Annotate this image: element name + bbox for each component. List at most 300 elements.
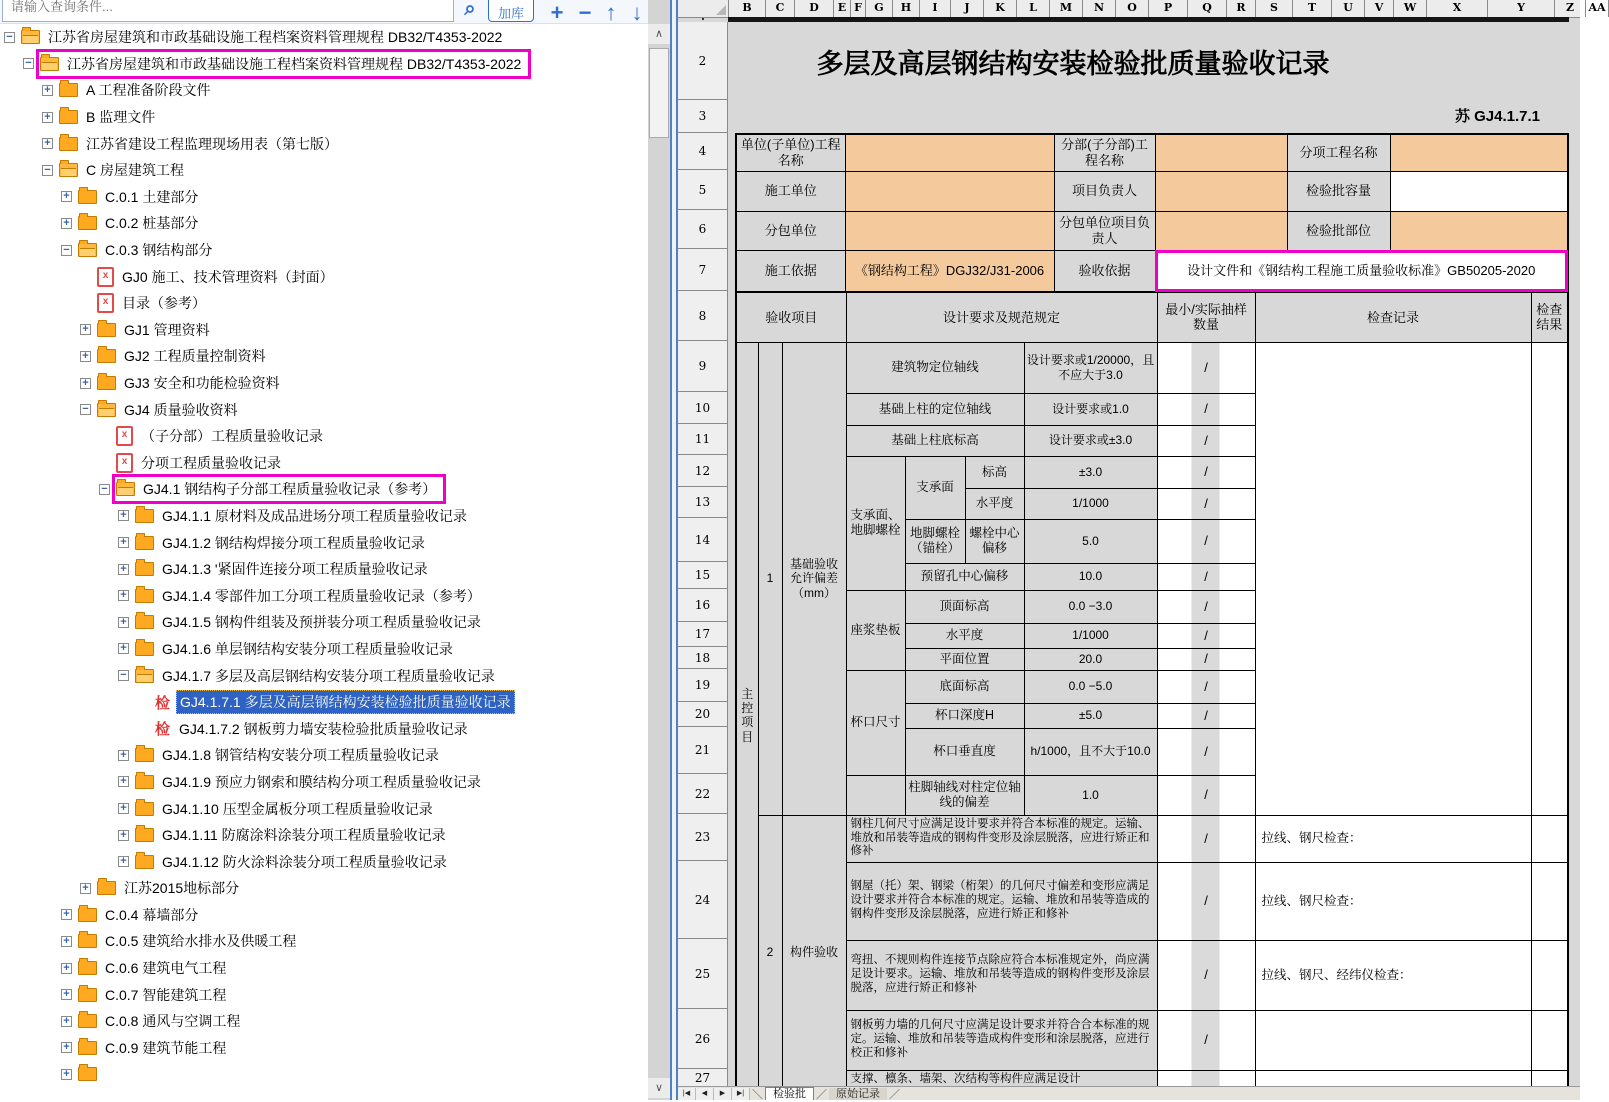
req-cell: 设计要求或1.0 (1024, 393, 1157, 425)
collapse-icon[interactable]: − (80, 404, 91, 415)
tree-item-content (58, 78, 217, 102)
collapse-icon[interactable]: − (4, 32, 15, 43)
expand-icon[interactable]: + (118, 776, 129, 787)
sampling-cell[interactable]: / (1157, 703, 1255, 728)
form-title: 多层及高层钢结构安装检验批质量验收记录 (816, 48, 1330, 79)
subcontractor-value-cell[interactable] (845, 211, 1054, 250)
tree-item[interactable] (0, 343, 648, 370)
row-header-24[interactable]: 24 (678, 861, 728, 939)
folder-open-icon (40, 57, 59, 71)
tree-item[interactable] (0, 210, 648, 237)
header-req: 设计要求及规范规定 (846, 292, 1157, 342)
tree-item-label: GJ4.1.5 钢构件组装及预拼装分项工程质量验收记录 (162, 614, 481, 631)
sampling-cell[interactable]: / (1157, 815, 1255, 862)
sampling-cell[interactable]: / (1157, 519, 1255, 563)
header-item: 验收项目 (736, 292, 846, 342)
sampling-cell[interactable]: / (1157, 862, 1255, 940)
tree-item-content (134, 637, 460, 661)
tree-item-label: GJ4.1.3 '紧固件连接分项工程质量验收记录 (162, 561, 428, 578)
section2-name: 构件验收 (782, 815, 846, 1089)
row-header-4[interactable]: 4 (678, 133, 728, 170)
tree-item-label: GJ4.1.7.2 钢板剪力墙安装检验批质量验收记录 (179, 720, 468, 737)
plus-icon[interactable]: + (550, 0, 564, 25)
tree-item-content (77, 211, 205, 235)
header-result: 检查结果 (1531, 292, 1568, 342)
expand-icon[interactable]: + (61, 963, 72, 974)
document-tree (0, 24, 648, 1100)
tree-item[interactable] (0, 795, 648, 822)
column-header-N[interactable]: N (1083, 0, 1116, 17)
column-header-W[interactable]: W (1394, 0, 1427, 17)
sampling-cell[interactable]: / (1157, 563, 1255, 590)
tree-item[interactable] (0, 317, 648, 344)
column-header-R[interactable]: R (1227, 0, 1256, 17)
tree-item-content (96, 265, 341, 289)
tree-item[interactable] (0, 822, 648, 849)
sampling-cell[interactable]: / (1157, 456, 1255, 488)
column-header-Q[interactable]: Q (1188, 0, 1227, 17)
tree-item-content (96, 318, 217, 342)
folder-icon (135, 642, 154, 656)
column-header-AA[interactable]: AA (1586, 0, 1609, 17)
row-header-17[interactable]: 17 (678, 622, 728, 647)
tree-item-content (77, 929, 303, 953)
add-library-button[interactable]: 加库 (488, 0, 534, 22)
tree-item[interactable] (0, 370, 648, 397)
column-header-U[interactable]: U (1332, 0, 1365, 17)
item-label: 分项工程名称 (1287, 134, 1390, 171)
row-header-19[interactable]: 19 (678, 669, 728, 702)
section1-number: 1 (758, 342, 782, 815)
tree-panel (0, 0, 648, 1100)
subdiv-label: 分部(子分部)工程名称 (1054, 134, 1155, 171)
tree-item[interactable] (0, 928, 648, 955)
tree-item-content (77, 983, 233, 1007)
folder-open-icon (78, 243, 97, 257)
tree-item-content (58, 105, 162, 129)
tree-item-label: C.0.3 钢结构部分 (105, 242, 213, 259)
folder-icon (78, 1014, 97, 1028)
info-table (735, 133, 1569, 293)
tree-item-content (77, 1009, 247, 1033)
collapse-icon[interactable]: − (23, 58, 34, 69)
sampling-cell[interactable]: / (1157, 623, 1255, 648)
column-header-C[interactable]: C (766, 0, 795, 17)
row-header-3[interactable]: 3 (678, 100, 728, 133)
expand-icon[interactable]: + (42, 112, 53, 123)
record-cell[interactable]: 拉线、钢尺检查： (1255, 815, 1531, 862)
tree-item-label: GJ4.1.9 预应力钢索和膜结构分项工程质量验收记录 (162, 773, 481, 790)
tree-item[interactable] (0, 715, 648, 742)
row-header-27[interactable]: 27 (678, 1069, 728, 1087)
tree-item[interactable] (0, 529, 648, 556)
sampling-cell[interactable]: / (1157, 648, 1255, 670)
tree-item[interactable] (0, 662, 648, 689)
sampling-cell[interactable]: / (1157, 1010, 1255, 1070)
tree-item[interactable] (0, 450, 648, 477)
tab-original-record[interactable]: 原始记录 (829, 1088, 887, 1100)
row-header-18[interactable]: 18 (678, 647, 728, 669)
row-header-21[interactable]: 21 (678, 727, 728, 774)
record-cell[interactable] (1255, 342, 1531, 815)
tree-item[interactable] (0, 476, 648, 503)
tree-item-label: GJ2 工程质量控制资料 (124, 348, 266, 365)
tab-last-button[interactable]: ▶| (732, 1088, 750, 1100)
row-header-9[interactable]: 9 (678, 341, 728, 392)
tree-item-label: C.0.4 幕墙部分 (105, 906, 199, 923)
basis-value-cell[interactable]: 《钢结构工程》DGJ32/J31-2006 (845, 250, 1054, 292)
basis-label: 施工依据 (736, 250, 845, 292)
scroll-down-icon[interactable]: ∨ (648, 1078, 670, 1098)
tree-item[interactable] (0, 237, 648, 264)
tab-inspection-batch[interactable]: 检验批 (765, 1087, 814, 1100)
tree-item[interactable] (0, 1035, 648, 1062)
expand-icon[interactable]: + (80, 378, 91, 389)
tree-item-label: GJ4 质量验收资料 (124, 401, 238, 418)
item-cell: 水平度 (965, 488, 1024, 519)
expand-icon[interactable]: + (61, 936, 72, 947)
section2-number: 2 (758, 815, 782, 1089)
row-header-6[interactable]: 6 (678, 210, 728, 249)
item-cell: 柱脚轴线对柱定位轴线的偏差 (905, 775, 1024, 815)
item-cell: 杯口垂直度 (905, 728, 1024, 775)
folder-icon (59, 110, 78, 124)
expand-icon[interactable]: + (118, 830, 129, 841)
pm-value-cell[interactable] (1155, 171, 1287, 211)
checklist-table (735, 291, 1569, 1090)
item-cell: 螺栓中心偏移 (965, 519, 1024, 563)
sampling-cell[interactable]: / (1157, 670, 1255, 703)
sub-pm-label: 分包单位项目负责人 (1054, 211, 1155, 250)
record-cell[interactable] (1255, 1010, 1531, 1070)
arrow-down-icon[interactable]: ↓ (631, 0, 643, 25)
folder-open-icon (97, 403, 116, 417)
folder-open-icon (116, 482, 135, 496)
pm-label: 项目负责人 (1054, 171, 1155, 211)
tree-item[interactable] (0, 51, 648, 78)
folder-icon (135, 589, 154, 603)
group-support: 支承面、地脚螺栓 (846, 456, 905, 590)
expand-icon[interactable]: + (118, 510, 129, 521)
expand-icon[interactable]: + (61, 218, 72, 229)
req-cell: 1/1000 (1024, 623, 1157, 648)
subcontractor-label: 分包单位 (736, 211, 845, 250)
column-header-K[interactable]: K (984, 0, 1017, 17)
item-cell: 顶面标高 (905, 590, 1024, 623)
item-cell: 标高 (965, 456, 1024, 488)
row-header-20[interactable]: 20 (678, 702, 728, 727)
req-cell: 设计要求或±3.0 (1024, 425, 1157, 456)
tree-item-content (77, 956, 233, 980)
expand-icon[interactable]: + (80, 883, 91, 894)
column-header-X[interactable]: X (1427, 0, 1488, 17)
req-cell: ±3.0 (1024, 456, 1157, 488)
expand-icon[interactable]: + (118, 856, 129, 867)
folder-icon (78, 1067, 97, 1081)
row-header-12[interactable]: 12 (678, 455, 728, 487)
column-header-L[interactable]: L (1017, 0, 1050, 17)
tree-item[interactable] (0, 184, 648, 211)
select-all-corner[interactable] (678, 0, 729, 17)
column-header-T[interactable]: T (1293, 0, 1332, 17)
row-header-14[interactable]: 14 (678, 518, 728, 562)
tree-item-content (153, 689, 519, 715)
panel-splitter[interactable] (670, 0, 678, 1100)
row-marker (702, 18, 704, 20)
result-cell[interactable] (1531, 342, 1568, 815)
sub-pm-value-cell[interactable] (1155, 211, 1287, 250)
folder-icon (78, 190, 97, 204)
tree-item-content (58, 158, 191, 182)
expand-icon[interactable]: + (118, 803, 129, 814)
contractor-value-cell[interactable] (845, 171, 1054, 211)
folder-icon (135, 802, 154, 816)
column-header-I[interactable]: I (920, 0, 951, 17)
tree-item[interactable] (0, 848, 648, 875)
expand-icon[interactable]: + (61, 1016, 72, 1027)
folder-icon (78, 1041, 97, 1055)
row-header-5[interactable]: 5 (678, 170, 728, 210)
search-icon[interactable]: ⌕ (464, 0, 476, 20)
subdiv-value-cell[interactable] (1155, 134, 1287, 171)
tree-item-content (115, 451, 288, 475)
expand-icon[interactable]: + (118, 643, 129, 654)
location-label: 检验批部位 (1287, 211, 1390, 250)
tab-prev-button[interactable]: ◀ (696, 1088, 714, 1100)
result-cell[interactable] (1531, 862, 1568, 940)
collapse-icon[interactable]: − (99, 484, 110, 495)
scroll-up-icon[interactable]: ∧ (648, 24, 670, 44)
sampling-cell[interactable]: / (1157, 342, 1255, 393)
tree-item-label: GJ4.1.1 原材料及成品进场分项工程质量验收记录 (162, 507, 467, 524)
tree-item-label: GJ4.1.4 零部件加工分项工程质量验收记录（参考） (162, 587, 481, 604)
tree-item[interactable] (0, 423, 648, 450)
column-header-J[interactable]: J (951, 0, 984, 17)
search-input[interactable] (2, 0, 454, 22)
item-value-cell[interactable] (1390, 134, 1568, 171)
column-header-F[interactable]: F (851, 0, 866, 17)
row-header-16[interactable]: 16 (678, 589, 728, 622)
row-header-25[interactable]: 25 (678, 939, 728, 1009)
tree-item[interactable] (0, 636, 648, 663)
desc-cell: 钢板剪力墙的几何尺寸应满足设计要求并符合合本标准的规定。运输、堆放和吊装等造成构件变形和涂层脱落，应进行校正和修补 (846, 1010, 1157, 1070)
minus-icon[interactable]: − (578, 0, 592, 25)
column-header-O[interactable]: O (1116, 0, 1149, 17)
row-header-13[interactable]: 13 (678, 487, 728, 518)
tree-item[interactable] (0, 556, 648, 583)
tree-item[interactable] (0, 1008, 648, 1035)
tree-item[interactable] (0, 263, 648, 290)
tree-item[interactable] (0, 396, 648, 423)
folder-icon (135, 536, 154, 550)
column-header-G[interactable]: G (866, 0, 893, 17)
folder-icon (135, 748, 154, 762)
row-header-26[interactable]: 26 (678, 1009, 728, 1069)
tree-item-label: GJ4.1.10 压型金属板分项工程质量验收记录 (162, 800, 433, 817)
record-cell[interactable]: 拉线、钢尺检查： (1255, 862, 1531, 940)
tree-item-label: B 监理文件 (86, 109, 156, 126)
expand-icon[interactable]: + (61, 1042, 72, 1053)
accept-basis-value-cell[interactable]: 设计文件和《钢结构工程施工质量验收标准》GB50205-2020 (1155, 250, 1568, 292)
row-header-22[interactable]: 22 (678, 774, 728, 814)
sampling-cell[interactable]: / (1157, 940, 1255, 1010)
tree-item[interactable] (0, 955, 648, 982)
collapse-icon[interactable]: − (42, 165, 53, 176)
folder-icon (135, 775, 154, 789)
folder-icon (78, 988, 97, 1002)
column-header-P[interactable]: P (1149, 0, 1188, 17)
tree-item-content (115, 424, 330, 448)
row-header-10[interactable]: 10 (678, 392, 728, 424)
result-cell[interactable] (1531, 1010, 1568, 1070)
tab-divider: ／ (889, 1088, 900, 1101)
contractor-label: 施工单位 (736, 171, 845, 211)
expand-icon[interactable]: + (118, 564, 129, 575)
result-cell[interactable] (1531, 940, 1568, 1010)
spreadsheet-panel (678, 0, 1606, 1101)
sheet-grid (728, 22, 1580, 1087)
row-header-23[interactable]: 23 (678, 814, 728, 861)
folder-icon (78, 934, 97, 948)
expand-icon[interactable]: + (42, 85, 53, 96)
expand-icon[interactable]: + (61, 1069, 72, 1080)
group-grout: 座浆垫板 (846, 590, 905, 670)
tab-next-button[interactable]: ▶ (714, 1088, 732, 1100)
folder-icon (97, 323, 116, 337)
tab-divider: ＼ (752, 1088, 763, 1101)
column-header-Y[interactable]: Y (1488, 0, 1555, 17)
tree-item[interactable] (0, 981, 648, 1008)
tree-item-content (134, 850, 454, 874)
location-value-cell[interactable] (1390, 211, 1568, 250)
tree-item[interactable] (0, 875, 648, 902)
result-cell[interactable] (1531, 815, 1568, 862)
tree-item-label: GJ4.1.8 钢管结构安装分项工程质量验收记录 (162, 747, 439, 764)
folder-icon (135, 562, 154, 576)
tree-item-label (102, 1073, 108, 1075)
sub-anchor: 地脚螺栓（锚栓） (905, 519, 965, 563)
capacity-value-cell[interactable] (1390, 171, 1568, 211)
expand-icon[interactable]: + (118, 617, 129, 628)
row-header-11[interactable]: 11 (678, 424, 728, 455)
collapse-icon[interactable]: − (61, 245, 72, 256)
tree-item-label: GJ4.1.6 单层钢结构安装分项工程质量验收记录 (162, 640, 453, 657)
expand-icon[interactable]: + (80, 351, 91, 362)
req-cell: 20.0 (1024, 648, 1157, 670)
expand-icon[interactable]: + (118, 537, 129, 548)
expand-icon[interactable]: + (80, 324, 91, 335)
expand-icon[interactable]: + (118, 750, 129, 761)
tree-item[interactable] (0, 157, 648, 184)
record-cell[interactable]: 拉线、钢尺、经纬仪检查： (1255, 940, 1531, 1010)
row-header-2[interactable]: 2 (678, 22, 728, 100)
column-header-D[interactable]: D (795, 0, 834, 17)
tree-item-content (96, 344, 273, 368)
expand-icon[interactable]: + (42, 138, 53, 149)
column-header-H[interactable]: H (893, 0, 920, 17)
tree-item[interactable] (0, 104, 648, 131)
file-x-icon: x (116, 426, 133, 446)
tree-item-label: GJ4.1.7.1 多层及高层钢结构安装检验批质量验收记录 (176, 690, 515, 714)
tree-item-content (153, 717, 475, 741)
collapse-icon[interactable]: − (118, 670, 129, 681)
unit-value-cell[interactable] (845, 134, 1054, 171)
arrow-up-icon[interactable]: ↑ (605, 0, 617, 25)
tree-item-label: 江苏2015地标部分 (124, 880, 240, 897)
expand-icon[interactable]: + (61, 191, 72, 202)
req-cell: ±5.0 (1024, 703, 1157, 728)
tree-item[interactable] (0, 1061, 648, 1088)
desc-cell: 支撑、檩条、墙架、次结构等构件应满足设计 (846, 1070, 1157, 1089)
tree-item-content (134, 823, 453, 847)
file-x-icon: x (116, 453, 133, 473)
tree-item[interactable] (0, 742, 648, 769)
sampling-cell[interactable]: / (1157, 425, 1255, 456)
tree-item-label: 江苏省房屋建筑和市政基础设施工程档案资料管理规程 DB32/T4353-2022 (48, 29, 503, 46)
tree-item-label: C.0.9 建筑节能工程 (105, 1039, 227, 1056)
group-cup: 杯口尺寸 (846, 670, 905, 775)
column-header-M[interactable]: M (1050, 0, 1083, 17)
tree-item[interactable] (0, 582, 648, 609)
row-header-8[interactable]: 8 (678, 291, 728, 341)
row-header-7[interactable]: 7 (678, 249, 728, 291)
expand-icon[interactable]: + (61, 989, 72, 1000)
req-cell: 设计要求或1/20000，且不应大于3.0 (1024, 342, 1157, 393)
folder-icon (78, 908, 97, 922)
tree-item-content (39, 52, 528, 76)
req-cell: 5.0 (1024, 519, 1157, 563)
tree-item[interactable] (0, 130, 648, 157)
scrollbar-thumb[interactable] (649, 48, 669, 138)
tree-item[interactable] (0, 902, 648, 929)
tree-item-content (58, 132, 345, 156)
tree-item[interactable] (0, 503, 648, 530)
column-header-Z[interactable]: Z (1555, 0, 1586, 17)
empty-group-cell (846, 775, 905, 815)
tree-item-content (134, 610, 488, 634)
column-header-E[interactable]: E (834, 0, 851, 17)
expand-icon[interactable]: + (118, 590, 129, 601)
tree-item[interactable] (0, 689, 648, 716)
tree-item[interactable] (0, 290, 648, 317)
column-header-S[interactable]: S (1256, 0, 1293, 17)
column-header-V[interactable]: V (1365, 0, 1394, 17)
tab-first-button[interactable]: |◀ (678, 1088, 696, 1100)
tree-item[interactable] (0, 609, 648, 636)
folder-icon (78, 216, 97, 230)
tree-item[interactable] (0, 77, 648, 104)
expand-icon[interactable]: + (61, 909, 72, 920)
row-header-15[interactable]: 15 (678, 562, 728, 589)
tree-item[interactable] (0, 769, 648, 796)
sub-support: 支承面 (905, 456, 965, 519)
sampling-cell[interactable]: / (1157, 590, 1255, 623)
tree-item[interactable] (0, 24, 648, 51)
unit-label: 单位(子单位)工程名称 (736, 134, 845, 171)
sampling-cell[interactable]: / (1157, 393, 1255, 425)
column-header-B[interactable]: B (729, 0, 766, 17)
item-cell: 水平度 (905, 623, 1024, 648)
item-cell: 底面标高 (905, 670, 1024, 703)
tree-scrollbar[interactable] (648, 0, 670, 1100)
sampling-cell[interactable]: / (1157, 775, 1255, 815)
folder-icon (97, 349, 116, 363)
item-cell: 杯口深度H (905, 703, 1024, 728)
tree-item-label: 江苏省建设工程监理现场用表（第七版） (86, 135, 338, 152)
sampling-cell[interactable]: / (1157, 488, 1255, 519)
folder-icon (135, 615, 154, 629)
sampling-cell[interactable]: / (1157, 728, 1255, 775)
